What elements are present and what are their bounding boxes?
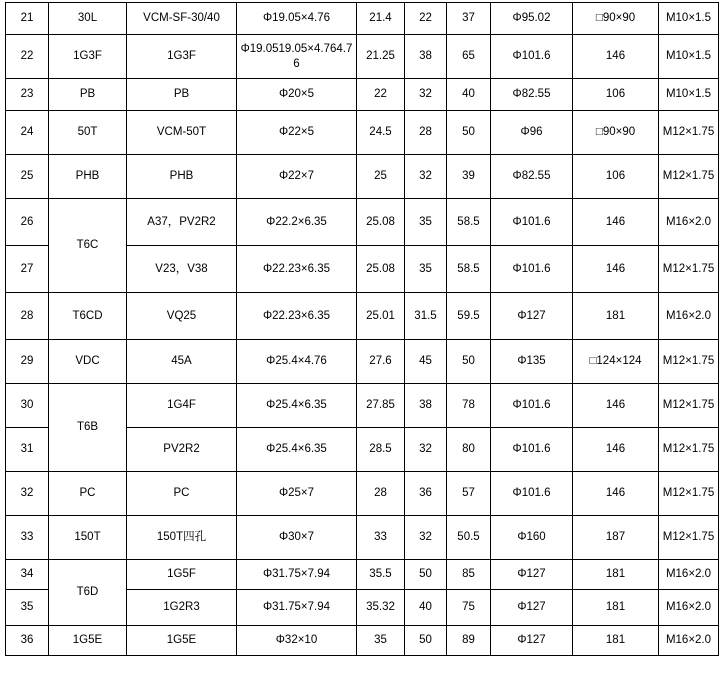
cell-no: 31 bbox=[6, 428, 49, 472]
cell-code: 1G3F bbox=[127, 35, 237, 79]
cell-model: PB bbox=[49, 79, 127, 111]
cell-flange: 146 bbox=[573, 199, 659, 246]
cell-no: 28 bbox=[6, 293, 49, 340]
cell-no: 25 bbox=[6, 155, 49, 199]
cell-diameter: Φ25.4×6.35 bbox=[237, 384, 357, 428]
cell-no: 24 bbox=[6, 111, 49, 155]
cell-thread: M16×2.0 bbox=[659, 293, 719, 340]
cell-val1: 28 bbox=[357, 472, 405, 516]
cell-code: A37，PV2R2 bbox=[127, 199, 237, 246]
cell-thread: M16×2.0 bbox=[659, 626, 719, 656]
cell-code: 150T四孔 bbox=[127, 516, 237, 560]
cell-diameter: Φ22×5 bbox=[237, 111, 357, 155]
cell-no: 22 bbox=[6, 35, 49, 79]
cell-val3: 80 bbox=[447, 428, 491, 472]
cell-flange: 146 bbox=[573, 428, 659, 472]
cell-val1: 25.08 bbox=[357, 199, 405, 246]
cell-code: PB bbox=[127, 79, 237, 111]
cell-flange: 146 bbox=[573, 246, 659, 293]
cell-bolt: Φ95.02 bbox=[491, 3, 573, 35]
cell-val1: 27.6 bbox=[357, 340, 405, 384]
cell-no: 23 bbox=[6, 79, 49, 111]
cell-diameter: Φ19.05×4.76 bbox=[237, 3, 357, 35]
cell-diameter: Φ32×10 bbox=[237, 626, 357, 656]
cell-val3: 50.5 bbox=[447, 516, 491, 560]
cell-diameter: Φ25×7 bbox=[237, 472, 357, 516]
cell-model: T6D bbox=[49, 560, 127, 626]
table-row bbox=[6, 560, 719, 590]
cell-val1: 35 bbox=[357, 626, 405, 656]
cell-val1: 21.25 bbox=[357, 35, 405, 79]
cell-thread: M16×2.0 bbox=[659, 590, 719, 626]
cell-val2: 40 bbox=[405, 590, 447, 626]
cell-code: PC bbox=[127, 472, 237, 516]
cell-flange: 181 bbox=[573, 590, 659, 626]
cell-diameter: Φ30×7 bbox=[237, 516, 357, 560]
cell-diameter: Φ22×7 bbox=[237, 155, 357, 199]
cell-model: PHB bbox=[49, 155, 127, 199]
cell-model: T6C bbox=[49, 199, 127, 293]
cell-thread: M12×1.75 bbox=[659, 246, 719, 293]
cell-no: 32 bbox=[6, 472, 49, 516]
cell-bolt: Φ82.55 bbox=[491, 79, 573, 111]
cell-flange: 146 bbox=[573, 35, 659, 79]
cell-thread: M12×1.75 bbox=[659, 155, 719, 199]
table-row bbox=[6, 111, 719, 155]
cell-val3: 78 bbox=[447, 384, 491, 428]
cell-code: VCM-50T bbox=[127, 111, 237, 155]
cell-code: VQ25 bbox=[127, 293, 237, 340]
cell-model: 150T bbox=[49, 516, 127, 560]
cell-no: 21 bbox=[6, 3, 49, 35]
cell-bolt: Φ101.6 bbox=[491, 384, 573, 428]
table-row bbox=[6, 155, 719, 199]
table-row bbox=[6, 3, 719, 35]
cell-code: 1G5E bbox=[127, 626, 237, 656]
cell-flange: 106 bbox=[573, 79, 659, 111]
cell-bolt: Φ96 bbox=[491, 111, 573, 155]
cell-no: 33 bbox=[6, 516, 49, 560]
table-row bbox=[6, 472, 719, 516]
cell-val3: 50 bbox=[447, 111, 491, 155]
table-row bbox=[6, 626, 719, 656]
cell-flange: 146 bbox=[573, 472, 659, 516]
cell-code: 1G4F bbox=[127, 384, 237, 428]
cell-bolt: Φ101.6 bbox=[491, 472, 573, 516]
cell-val3: 75 bbox=[447, 590, 491, 626]
cell-code: V23，V38 bbox=[127, 246, 237, 293]
cell-val1: 25.08 bbox=[357, 246, 405, 293]
cell-val2: 35 bbox=[405, 199, 447, 246]
cell-val2: 50 bbox=[405, 626, 447, 656]
cell-model: 1G3F bbox=[49, 35, 127, 79]
cell-val3: 85 bbox=[447, 560, 491, 590]
cell-val3: 57 bbox=[447, 472, 491, 516]
cell-val3: 89 bbox=[447, 626, 491, 656]
cell-flange: □90×90 bbox=[573, 111, 659, 155]
cell-flange: 181 bbox=[573, 626, 659, 656]
cell-val1: 35.32 bbox=[357, 590, 405, 626]
cell-thread: M12×1.75 bbox=[659, 340, 719, 384]
cell-val2: 38 bbox=[405, 35, 447, 79]
cell-val1: 21.4 bbox=[357, 3, 405, 35]
cell-val3: 59.5 bbox=[447, 293, 491, 340]
cell-model: 30L bbox=[49, 3, 127, 35]
cell-val2: 36 bbox=[405, 472, 447, 516]
cell-model: VDC bbox=[49, 340, 127, 384]
cell-code: 1G5F bbox=[127, 560, 237, 590]
table-row bbox=[6, 293, 719, 340]
cell-bolt: Φ101.6 bbox=[491, 199, 573, 246]
cell-val2: 35 bbox=[405, 246, 447, 293]
table-row bbox=[6, 79, 719, 111]
cell-no: 34 bbox=[6, 560, 49, 590]
cell-bolt: Φ101.6 bbox=[491, 35, 573, 79]
cell-code: PHB bbox=[127, 155, 237, 199]
cell-val2: 32 bbox=[405, 155, 447, 199]
cell-thread: M16×2.0 bbox=[659, 199, 719, 246]
cell-model: T6CD bbox=[49, 293, 127, 340]
cell-val2: 32 bbox=[405, 428, 447, 472]
cell-model: PC bbox=[49, 472, 127, 516]
cell-diameter: Φ20×5 bbox=[237, 79, 357, 111]
cell-bolt: Φ127 bbox=[491, 560, 573, 590]
cell-flange: □90×90 bbox=[573, 3, 659, 35]
cell-thread: M10×1.5 bbox=[659, 35, 719, 79]
specification-table bbox=[5, 2, 719, 656]
cell-no: 26 bbox=[6, 199, 49, 246]
cell-diameter: Φ31.75×7.94 bbox=[237, 560, 357, 590]
cell-code: VCM-SF-30/40 bbox=[127, 3, 237, 35]
cell-val2: 32 bbox=[405, 516, 447, 560]
cell-diameter: Φ22.2×6.35 bbox=[237, 199, 357, 246]
cell-thread: M10×1.5 bbox=[659, 3, 719, 35]
cell-bolt: Φ127 bbox=[491, 626, 573, 656]
cell-val3: 39 bbox=[447, 155, 491, 199]
cell-model: 1G5E bbox=[49, 626, 127, 656]
cell-flange: 146 bbox=[573, 384, 659, 428]
cell-val1: 24.5 bbox=[357, 111, 405, 155]
cell-code: PV2R2 bbox=[127, 428, 237, 472]
cell-flange: 181 bbox=[573, 560, 659, 590]
cell-val1: 22 bbox=[357, 79, 405, 111]
cell-val1: 28.5 bbox=[357, 428, 405, 472]
cell-val1: 25.01 bbox=[357, 293, 405, 340]
cell-val1: 25 bbox=[357, 155, 405, 199]
cell-bolt: Φ160 bbox=[491, 516, 573, 560]
cell-flange: 187 bbox=[573, 516, 659, 560]
cell-model: T6B bbox=[49, 384, 127, 472]
table-row bbox=[6, 516, 719, 560]
cell-diameter: Φ31.75×7.94 bbox=[237, 590, 357, 626]
cell-flange: 106 bbox=[573, 155, 659, 199]
cell-thread: M12×1.75 bbox=[659, 472, 719, 516]
table-body bbox=[6, 3, 719, 656]
cell-diameter: Φ22.23×6.35 bbox=[237, 246, 357, 293]
cell-val1: 33 bbox=[357, 516, 405, 560]
cell-no: 29 bbox=[6, 340, 49, 384]
cell-val3: 58.5 bbox=[447, 199, 491, 246]
cell-thread: M12×1.75 bbox=[659, 516, 719, 560]
cell-thread: M12×1.75 bbox=[659, 384, 719, 428]
cell-val3: 65 bbox=[447, 35, 491, 79]
cell-val2: 32 bbox=[405, 79, 447, 111]
cell-bolt: Φ127 bbox=[491, 293, 573, 340]
cell-diameter: Φ22.23×6.35 bbox=[237, 293, 357, 340]
cell-diameter: Φ25.4×6.35 bbox=[237, 428, 357, 472]
cell-val2: 22 bbox=[405, 3, 447, 35]
cell-bolt: Φ101.6 bbox=[491, 428, 573, 472]
cell-no: 27 bbox=[6, 246, 49, 293]
cell-val3: 37 bbox=[447, 3, 491, 35]
cell-model: 50T bbox=[49, 111, 127, 155]
table-row bbox=[6, 340, 719, 384]
cell-val2: 45 bbox=[405, 340, 447, 384]
cell-bolt: Φ101.6 bbox=[491, 246, 573, 293]
cell-val2: 38 bbox=[405, 384, 447, 428]
cell-thread: M10×1.5 bbox=[659, 79, 719, 111]
cell-no: 35 bbox=[6, 590, 49, 626]
cell-val2: 28 bbox=[405, 111, 447, 155]
cell-diameter: Φ25.4×4.76 bbox=[237, 340, 357, 384]
table-row bbox=[6, 35, 719, 79]
table-row bbox=[6, 384, 719, 428]
cell-no: 30 bbox=[6, 384, 49, 428]
cell-thread: M12×1.75 bbox=[659, 111, 719, 155]
cell-val2: 31.5 bbox=[405, 293, 447, 340]
cell-no: 36 bbox=[6, 626, 49, 656]
cell-thread: M16×2.0 bbox=[659, 560, 719, 590]
cell-val3: 40 bbox=[447, 79, 491, 111]
cell-code: 45A bbox=[127, 340, 237, 384]
table-row bbox=[6, 199, 719, 246]
cell-val3: 50 bbox=[447, 340, 491, 384]
cell-bolt: Φ82.55 bbox=[491, 155, 573, 199]
cell-flange: □124×124 bbox=[573, 340, 659, 384]
cell-val3: 58.5 bbox=[447, 246, 491, 293]
cell-code: 1G2R3 bbox=[127, 590, 237, 626]
cell-thread: M12×1.75 bbox=[659, 428, 719, 472]
cell-val2: 50 bbox=[405, 560, 447, 590]
cell-bolt: Φ127 bbox=[491, 590, 573, 626]
cell-val1: 27.85 bbox=[357, 384, 405, 428]
cell-diameter: Φ19.0519.05×4.764.76 bbox=[237, 35, 357, 79]
cell-flange: 181 bbox=[573, 293, 659, 340]
cell-bolt: Φ135 bbox=[491, 340, 573, 384]
cell-val1: 35.5 bbox=[357, 560, 405, 590]
